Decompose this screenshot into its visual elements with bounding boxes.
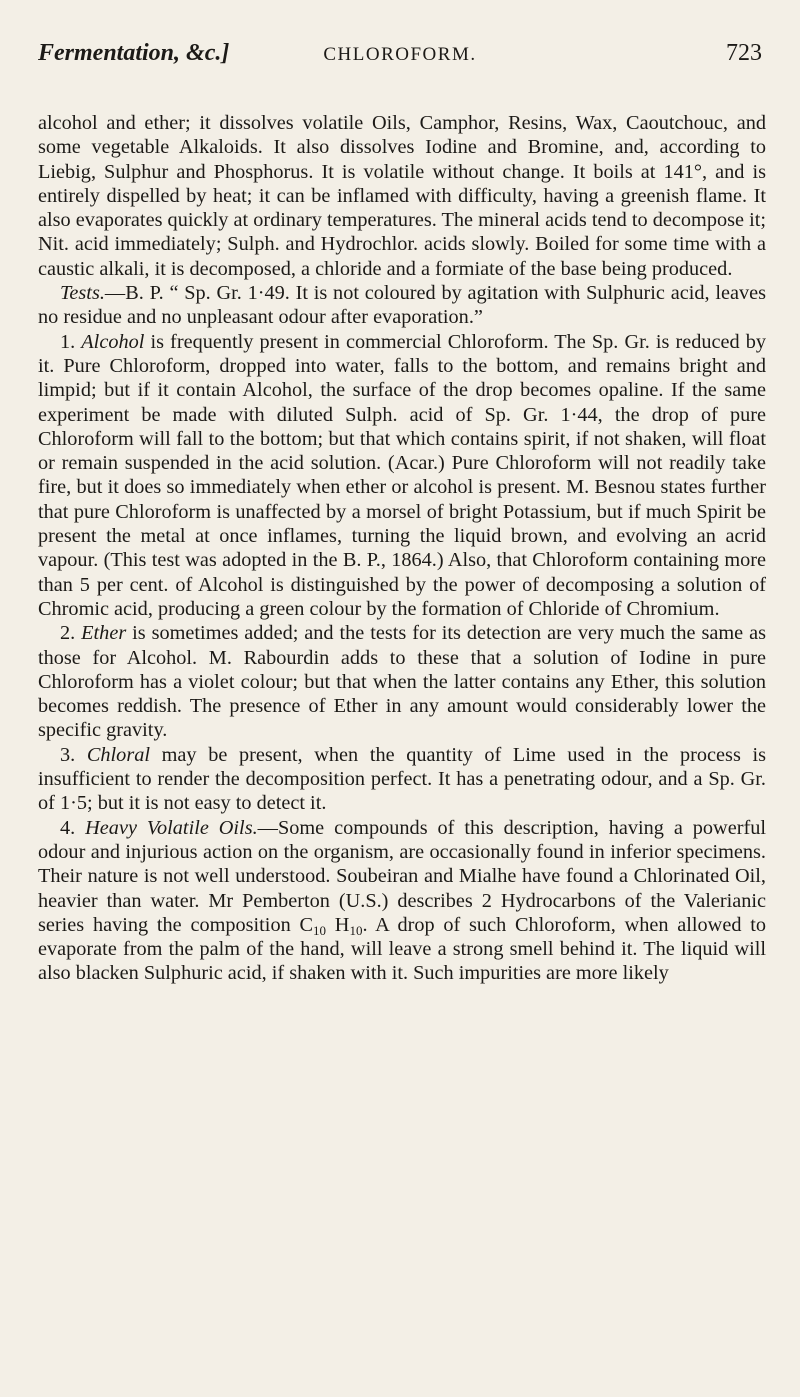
section-title: Fermentation, &c.] (38, 40, 230, 66)
running-header (38, 40, 762, 74)
item-term: Ether (81, 622, 127, 645)
impurity-chloral (38, 743, 766, 816)
item-text: is sometimes added; and the tests for its detection are very much the same as those for Alcohol. M. Rabourdin adds to these that a solution of Iodine in pure Chloroform has a violet colour; but that when the latter contains any Ether, this solution becomes reddish. The presence of Ether in any amount would considerably lower the specific gravity. (38, 622, 766, 742)
item-term: Chloral (86, 743, 150, 766)
tests-text: —B. P. “ Sp. Gr. 1·49. It is not coloured by agitation with Sulphuric acid, leaves no residue and no unpleasant odour after evaporation.” (38, 282, 766, 329)
item-text: is frequently present in commercial Chloroform. The Sp. Gr. is reduced by it. Pure Chloroform, dropped into water, falls to the bottom, and remains bright and limpid; but if it contain Alcohol, the surface of the drop becomes opaline. If the same experiment be made with diluted Sulph. acid of Sp. Gr. 1·44, the drop of pure Chloroform will fall to the bottom; but that which contains spirit, if not shaken, will float or remain suspended in the acid solution. (Acar.) Pure Chloroform will not readily take fire, but it does so immediately when ether or alcohol is present. M. Besnou states further that pure Chloroform is unaffected by a morsel of bright Potassium, but if much Spirit be present the metal at once inflames, turning the liquid brown, and evolving an acrid vapour. (This test was adopted in the B. P., 1864.) Also, that Chloroform containing more than 5 per cent. of Alcohol is distinguished by the power of decomposing a solution of Chromic acid, producing a green colour by the formation of Chloride of Chromium. (38, 330, 766, 620)
item-text: —Some compounds of this description, having a powerful odour and injurious action on the organism, are occasionally found in inferior specimens. Their nature is not well understood. Soubeiran and Mialhe have found a Chlorinated Oil, heavier than water. Mr Pemberton (U.S.) describes 2 Hydrocarbons of the Valerianic series having the composition C (38, 816, 766, 936)
impurity-volatile-oils (38, 816, 766, 986)
item-number: 2. (60, 622, 76, 645)
tests-label: Tests. (60, 282, 105, 305)
chapter-title: CHLOROFORM. (323, 44, 477, 65)
body-text (38, 111, 766, 986)
impurity-ether (38, 621, 766, 742)
tests-paragraph (38, 281, 766, 330)
formula-subscript: 10 (313, 922, 327, 938)
item-term: Heavy Volatile Oils. (85, 816, 258, 839)
item-number: 4. (60, 816, 76, 839)
item-number: 1. (60, 330, 76, 353)
page-number: 723 (726, 40, 762, 66)
formula-element: H (326, 913, 350, 936)
item-term: Alcohol (81, 330, 145, 353)
intro-paragraph: alcohol and ether; it dissolves volatile Oils, Camphor, Resins, Wax, Caoutchouc, and some vegetable Alkaloids. It also dissolves Iodine and Bromine, and, according to Liebig, Sulphur and Phosphorus. It is volatile without change. It boils at 141°, and is entirely dispelled by heat; it can be inflamed with difficulty, having a greenish flame. It also evaporates quickly at ordinary temperatures. The mineral acids tend to decompose it; Nit. acid immediately; Sulph. and Hydrochlor. acids slowly. Boiled for some time with a caustic alkali, it is decomposed, a chloride and a formiate of the base being produced. (38, 112, 766, 280)
item-number: 3. (60, 743, 76, 766)
formula-subscript: 10 (349, 922, 363, 938)
impurity-alcohol (38, 330, 766, 622)
item-text: may be present, when the quantity of Lime used in the process is insufficient to render the decomposition perfect. It has a penetrating odour, and a Sp. Gr. of 1·5; but it is not easy to detect it. (38, 743, 767, 815)
item-text-continued: . A drop of such Chloroform, when allowed to evaporate from the palm of the hand, will leave a strong smell behind it. The liquid will also blacken Sulphuric acid, if shaken with it. Such impurities are more likely (38, 913, 766, 985)
